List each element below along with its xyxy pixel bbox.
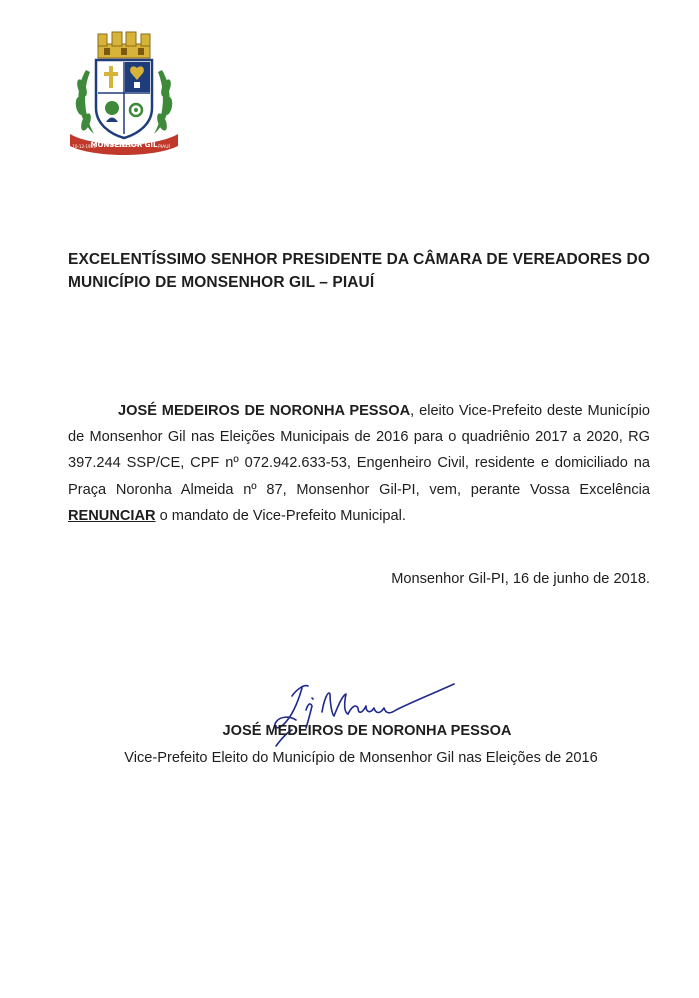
body-line-3: 397.244 SSP/CE, CPF nº 072.942.633-53, Engenheiro Civil, residente e domiciliado na [68, 455, 650, 472]
addressee-heading [68, 248, 650, 294]
body-line-1 [68, 398, 650, 424]
crest-banner-date: 10-12-1953 [72, 144, 96, 149]
shield-icon [96, 60, 152, 138]
body-line-4: Praça Noronha Almeida nº 87, Monsenhor Gil-PI, vem, perante Vossa Excelência [68, 481, 650, 498]
crown-icon [98, 32, 150, 58]
coat-of-arms-icon [64, 30, 184, 158]
date-line: Monsenhor Gil-PI, 16 de junho de 2018. [391, 571, 650, 587]
addressee-line-1: EXCELENTÍSSIMO SENHOR PRESIDENTE DA CÂMARA DE VEREADORES DO [68, 251, 650, 268]
signer-name: JOSÉ MEDEIROS DE NORONHA PESSOA [222, 723, 512, 739]
laurel-left-icon [74, 70, 94, 134]
body-line-2: de Monsenhor Gil nas Eleições Municipais de 2016 para o quadriênio 2017 a 2020, RG [68, 429, 650, 446]
renunciar-keyword: RENUNCIAR [68, 507, 156, 524]
declarant-name: JOSÉ MEDEIROS DE NORONHA PESSOA [118, 403, 411, 419]
body-paragraph [68, 398, 650, 529]
addressee-line-2: MUNICÍPIO DE MONSENHOR GIL – PIAUÍ [68, 274, 375, 291]
body-line-5 [68, 503, 650, 529]
laurel-right-icon [154, 70, 174, 134]
body-line-1-rest: , eleito Vice-Prefeito deste Município [410, 403, 650, 419]
body-line-5-rest: o mandato de Vice-Prefeito Municipal. [155, 507, 406, 524]
crest-banner-text: MONSENHOR GIL [90, 141, 158, 149]
signer-title: Vice-Prefeito Eleito do Município de Monsenhor Gil nas Eleições de 2016 [124, 750, 598, 766]
crest-banner-state: PIAUÍ [158, 145, 170, 150]
